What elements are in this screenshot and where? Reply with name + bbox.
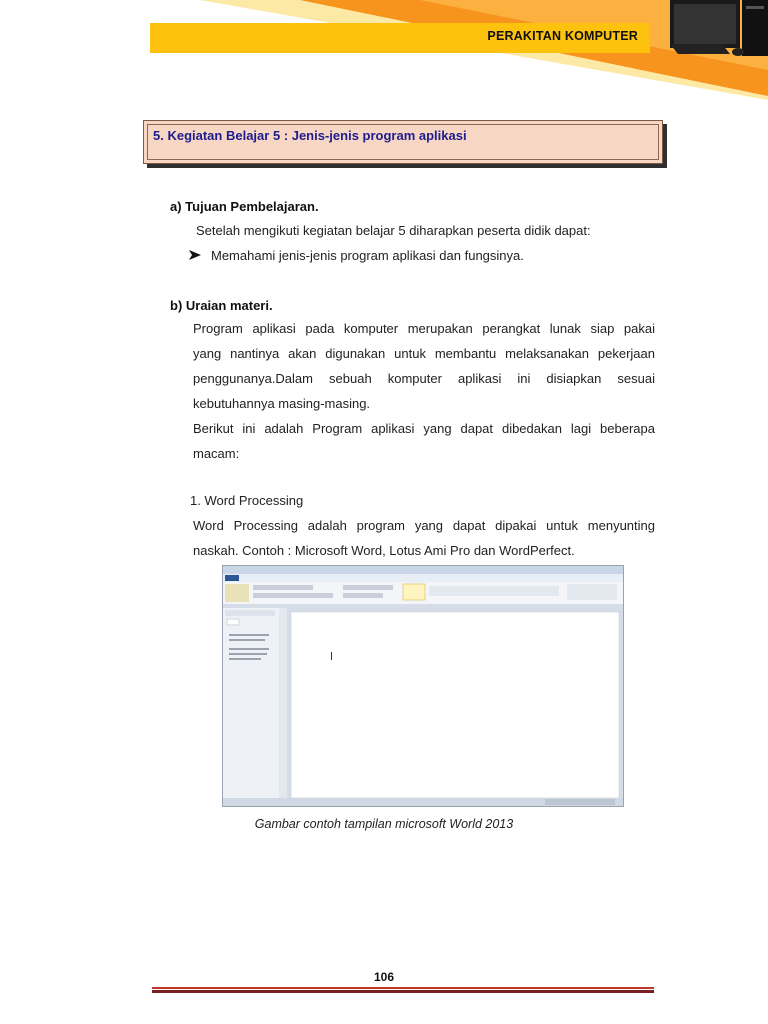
heading-tujuan: a) Tujuan Pembelajaran. <box>170 199 319 214</box>
page-number: 106 <box>373 970 395 984</box>
computer-icon <box>650 0 768 62</box>
header-title: PERAKITAN KOMPUTER <box>487 29 638 43</box>
paragraph-line: Program aplikasi pada komputer merupakan perangkat lunak siap pakai <box>193 321 655 336</box>
footer-divider <box>152 987 654 993</box>
word-screenshot-image <box>222 565 624 807</box>
section-title: 5. Kegiatan Belajar 5 : Jenis-jenis program aplikasi <box>153 128 467 143</box>
paragraph-line: Word Processing adalah program yang dapat dipakai untuk menyunting <box>193 518 655 533</box>
bullet-text: Memahami jenis-jenis program aplikasi dan fungsinya. <box>211 248 524 263</box>
paragraph-line: Berikut ini adalah Program aplikasi yang dapat dibedakan lagi beberapa <box>193 421 655 436</box>
header-bar <box>150 23 650 53</box>
paragraph-line: naskah. Contoh : Microsoft Word, Lotus Ami Pro dan WordPerfect. <box>193 543 575 558</box>
paragraph-line: kebutuhannya masing-masing. <box>193 396 371 411</box>
intro-text: Setelah mengikuti kegiatan belajar 5 diharapkan peserta didik dapat: <box>196 223 591 238</box>
item-word-processing-text <box>193 513 655 563</box>
word-window-illustration <box>223 566 623 806</box>
section-title-box <box>143 120 663 164</box>
paragraph-line: macam: <box>193 446 240 461</box>
arrow-bullet-icon <box>188 249 202 261</box>
paragraph-line: yang nantinya akan digunakan untuk membantu melaksanakan pekerjaan <box>193 346 655 361</box>
uraian-paragraph <box>193 316 655 466</box>
figure-caption: Gambar contoh tampilan microsoft World 2013 <box>254 817 514 831</box>
item-word-processing-title: 1. Word Processing <box>190 493 304 508</box>
paragraph-line: penggunanya.Dalam sebuah komputer aplikasi ini disiapkan sesuai <box>193 371 655 386</box>
heading-uraian: b) Uraian materi. <box>170 298 273 313</box>
